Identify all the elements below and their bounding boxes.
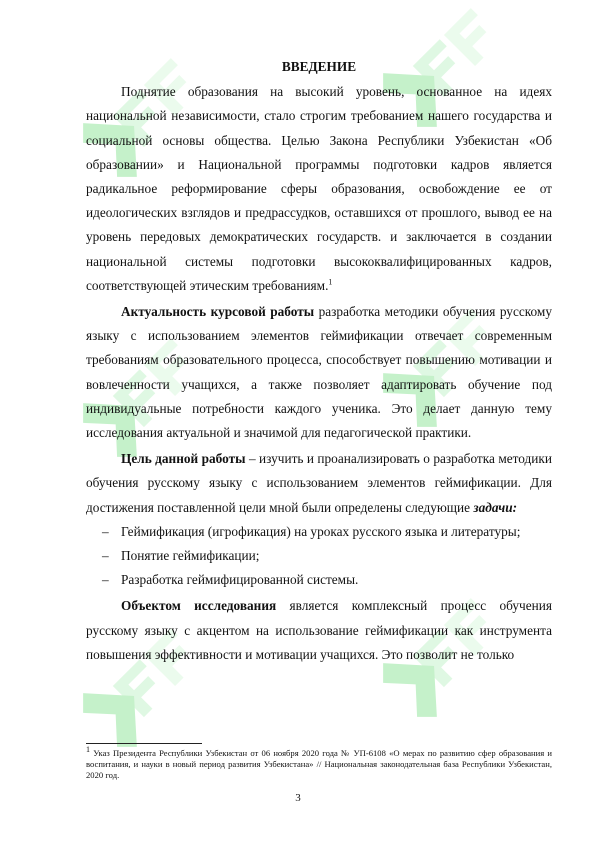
relevance-text: разработка методики обучения русскому языку с использованием элементов геймификации отвечает современным требованиям образовательного процесса, способствует повышению мотивации и вовлеченности учащихся, а также позволяет адаптировать обучение под индивидуальные потребности каждого ученика. Это делает данную тему исследования актуальной и значимой для педагогической практики. [86, 304, 552, 441]
goal-text: – изучить и проанализировать о разработка методики обучения русскому языку с использованием элементов геймификации. Для достижения поставленной цели мной были определены следующие [86, 451, 552, 515]
tasks-label: задачи: [473, 499, 518, 515]
list-item: – Разработка геймифицированной системы. [86, 568, 552, 592]
dash-bullet: – [102, 548, 109, 564]
footnote-mark: 1 [86, 745, 90, 755]
object-text: является комплексный процесс обучения русскому языку с акцентом на использование геймификации как инструмента повышения эффективности и мотивации учащихся. Это позволит не только [86, 598, 552, 662]
tasks-list [86, 520, 552, 593]
object-lead: Объектом исследования [121, 598, 277, 614]
footnote [86, 745, 552, 781]
dash-bullet: – [102, 523, 109, 539]
relevance-paragraph [86, 300, 552, 445]
relevance-lead: Актуальность курсовой работы [121, 304, 315, 320]
footnote-text: Указ Президента Республики Узбекистан от 06 ноября 2020 года № УП-6108 «О мерах по развитию сфер образования и воспитания, и науки в новый период развития Узбекистана» // Национальная законодательная база Республики Узбекистан, 2020 год. [86, 748, 552, 780]
intro-text: Поднятие образования на высокий уровень, основанное на идеях национальной независимости, стало строгим требованием нашего государства и социальной основы общества. Целью Закона Республики Узбекистан «Об образовании» и Национальной программы подготовки кадров является радикальное реформирование сферы образования, освобождение ее от идеологических взглядов и предрассудков, оставшихся от прошлого, вывод ее на уровень передовых демократических государств. и заключается в создании национальной системы подготовки высококвалифицированных кадров, соответствующей этическим требованиям. [86, 84, 552, 293]
intro-paragraph [86, 80, 552, 298]
footnote-divider [86, 743, 202, 744]
dash-bullet: – [102, 572, 109, 588]
object-paragraph [86, 594, 552, 667]
list-item: – Понятие геймификации; [86, 544, 552, 568]
footnote-ref: 1 [328, 277, 333, 287]
page-title: ВВЕДЕНИЕ [281, 59, 357, 74]
body-text [86, 55, 552, 667]
page-number: 3 [295, 792, 301, 804]
list-item: – Геймификация (игрофикация) на уроках русского языка и литературы; [86, 520, 552, 544]
goal-paragraph [86, 447, 552, 520]
goal-lead: Цель данной работы [121, 451, 246, 467]
